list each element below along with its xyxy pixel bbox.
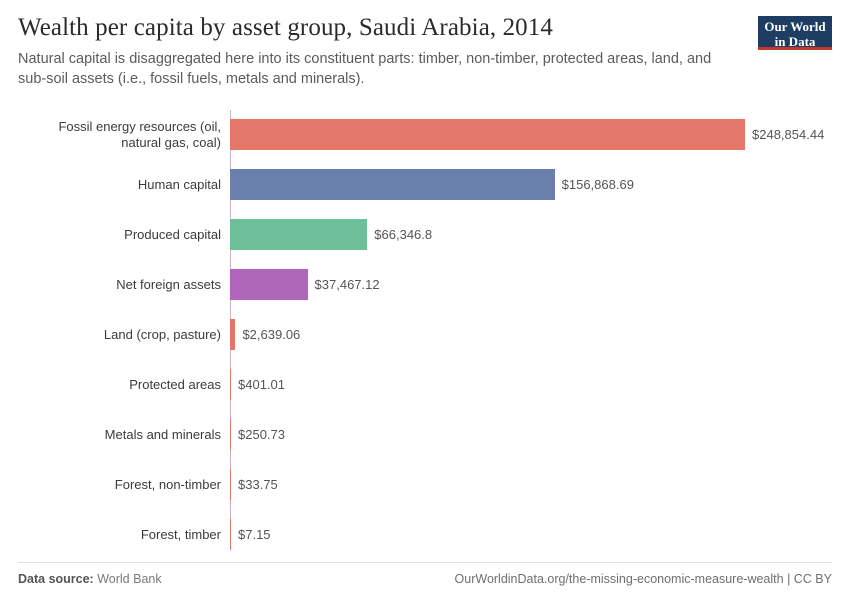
bar-value-label: $401.01	[238, 377, 285, 393]
bar-zone	[230, 510, 832, 560]
bar-category-label: Land (crop, pasture)	[103, 326, 221, 342]
bar[interactable]	[230, 269, 308, 300]
bar-value-label: $156,868.69	[561, 177, 634, 193]
bar[interactable]	[230, 369, 231, 400]
bar-category-label: Forest, non-timber	[114, 476, 221, 492]
bar-row[interactable]	[18, 410, 832, 460]
bar-category-label: Metals and minerals	[104, 426, 221, 442]
chart-footer	[18, 562, 832, 586]
bar-row[interactable]	[18, 360, 832, 410]
bar-rows	[18, 110, 832, 560]
bar[interactable]	[230, 119, 745, 150]
bar-zone	[230, 310, 832, 360]
bar-value-label: $66,346.8	[374, 227, 433, 243]
bar-category-label: Fossil energy resources (oil, natural gas, coal)	[58, 118, 221, 150]
owid-logo[interactable]	[758, 16, 832, 50]
bar-chart	[18, 110, 832, 550]
bar-value-label: $248,854.44	[752, 127, 825, 143]
bar[interactable]	[230, 469, 231, 500]
bar-row[interactable]	[18, 210, 832, 260]
bar-value-label: $2,639.06	[242, 327, 301, 343]
bar-zone	[230, 210, 832, 260]
owid-logo-line2: in Data	[774, 34, 816, 49]
bar[interactable]	[230, 219, 367, 250]
bar-zone	[230, 410, 832, 460]
bar-category-label: Human capital	[137, 176, 221, 192]
bar[interactable]	[230, 519, 231, 550]
bar-zone	[230, 160, 832, 210]
bar-category-label: Net foreign assets	[116, 276, 221, 292]
bar-value-label: $33.75	[238, 477, 278, 493]
data-source	[18, 572, 162, 586]
bar-zone	[230, 260, 832, 310]
bar-zone	[230, 460, 832, 510]
bar-category-label: Protected areas	[129, 376, 221, 392]
bar[interactable]	[230, 319, 235, 350]
bar-row[interactable]	[18, 160, 832, 210]
bar-value-label: $7.15	[238, 527, 271, 543]
bar-zone	[230, 110, 832, 160]
bar-row[interactable]	[18, 260, 832, 310]
bar[interactable]	[230, 169, 555, 200]
data-source-value: World Bank	[97, 572, 162, 586]
page-subtitle: Natural capital is disaggregated here into its constituent parts: timber, non-timber, protected areas, land, and sub-soil assets (i.e., fossil fuels, metals and minerals).	[18, 50, 712, 88]
bar-value-label: $37,467.12	[314, 277, 380, 293]
bar-row[interactable]	[18, 460, 832, 510]
bar-row[interactable]	[18, 110, 832, 160]
bar-zone	[230, 360, 832, 410]
bar-category-label: Forest, timber	[140, 526, 221, 542]
data-source-label: Data source:	[18, 572, 94, 586]
bar-category-label: Produced capital	[124, 226, 221, 242]
bar-row[interactable]	[18, 510, 832, 560]
chart-header	[18, 14, 832, 90]
credit-link[interactable]: OurWorldinData.org/the-missing-economic-measure-wealth | CC BY	[454, 572, 832, 586]
page-title: Wealth per capita by asset group, Saudi Arabia, 2014	[18, 14, 553, 41]
bar-row[interactable]	[18, 310, 832, 360]
owid-logo-line1: Our World	[764, 19, 826, 34]
bar[interactable]	[230, 419, 231, 450]
bar-value-label: $250.73	[238, 427, 285, 443]
